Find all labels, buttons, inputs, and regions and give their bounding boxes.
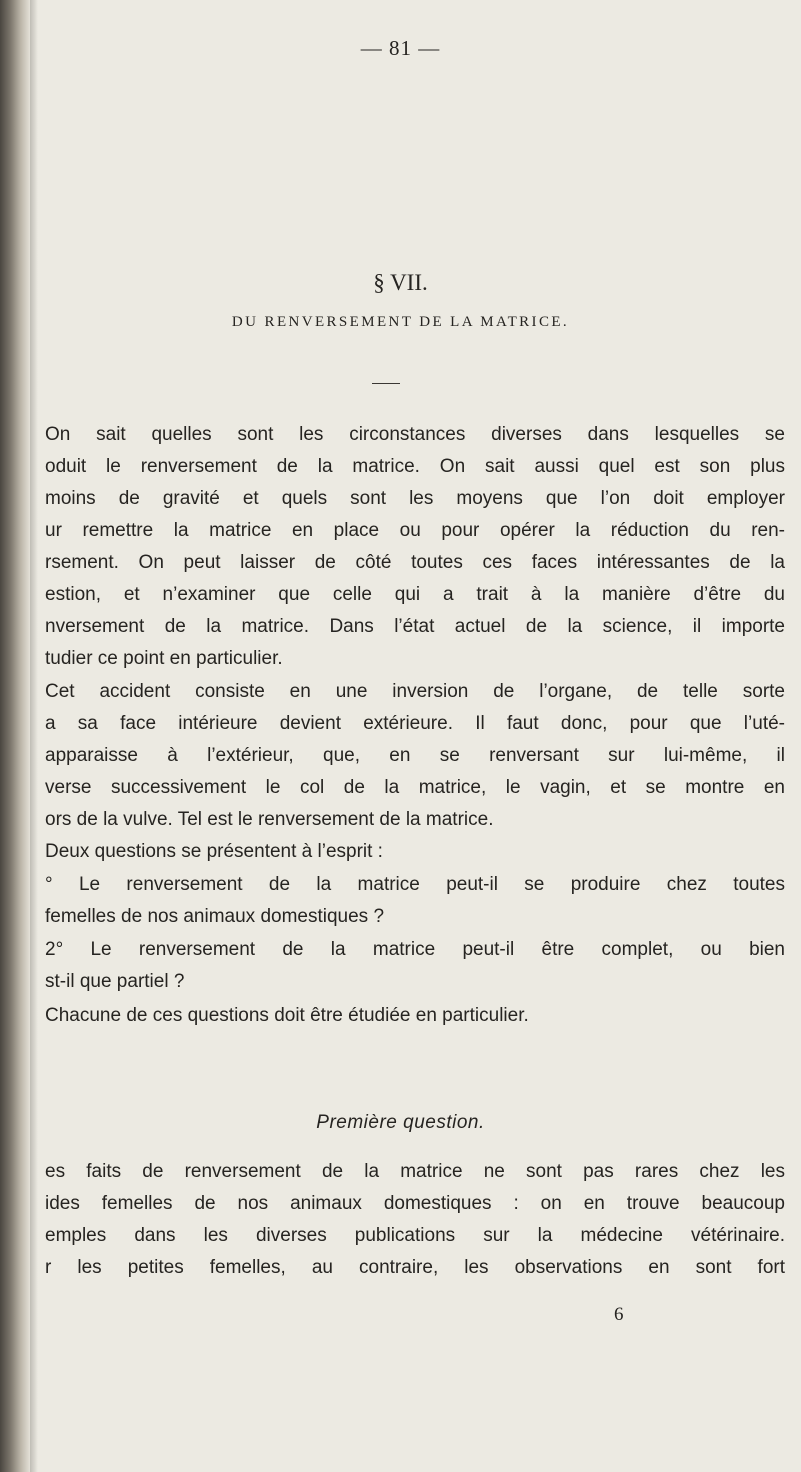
text-line: a sa face intérieure devient extérieure. Il faut donc, pour que l’uté- <box>45 713 785 734</box>
text-line: oduit le renversement de la matrice. On sait aussi quel est son plus <box>45 456 785 477</box>
text-line: apparaisse à l’extérieur, que, en se renversant sur lui-même, il <box>45 745 785 766</box>
text-line: On sait quelles sont les circonstances diverses dans lesquelles se <box>45 424 785 445</box>
section-title: DU RENVERSEMENT DE LA MATRICE. <box>231 314 570 330</box>
text-line: ° Le renversement de la matrice peut-il se produire chez toutes <box>45 874 785 895</box>
text-line: tudier ce point en particulier. <box>45 648 283 669</box>
text-line: moins de gravité et quels sont les moyens que l’on doit employer <box>45 488 785 509</box>
text-line: 2° Le renversement de la matrice peut-il être complet, ou bien <box>45 939 785 960</box>
text-line: Chacune de ces questions doit être étudiée en particulier. <box>45 1005 529 1026</box>
text-line: r les petites femelles, au contraire, les observations en sont fort <box>45 1257 785 1278</box>
book-binding-edge <box>0 0 30 1472</box>
text-line: ors de la vulve. Tel est le renversement de la matrice. <box>45 809 494 830</box>
text-line: nversement de la matrice. Dans l’état actuel de la science, il importe <box>45 616 785 637</box>
text-line: verse successivement le col de la matrice, le vagin, et se montre en <box>45 777 785 798</box>
page-number: — 81 — <box>360 36 441 60</box>
subheading: Première question. <box>316 1112 485 1133</box>
text-line: st-il que partiel ? <box>45 971 185 992</box>
text-line: rsement. On peut laisser de côté toutes ces faces intéressantes de la <box>45 552 785 573</box>
signature-mark: 6 <box>614 1304 624 1325</box>
text-line: es faits de renversement de la matrice ne sont pas rares chez les <box>45 1161 785 1182</box>
text-line: estion, et n’examiner que celle qui a trait à la manière d’être du <box>45 584 785 605</box>
text-line: ides femelles de nos animaux domestiques : on en trouve beaucoup <box>45 1193 785 1214</box>
binding-shadow <box>30 0 38 1472</box>
text-line: ur remettre la matrice en place ou pour opérer la réduction du ren- <box>45 520 785 541</box>
text-line: Deux questions se présentent à l’esprit : <box>45 841 383 862</box>
section-mark: § VII. <box>373 270 428 295</box>
text-line: Cet accident consiste en une inversion de l’organe, de telle sorte <box>45 681 785 702</box>
title-rule <box>372 383 400 384</box>
text-line: emples dans les diverses publications sur la médecine vétérinaire. <box>45 1225 785 1246</box>
text-line: femelles de nos animaux domestiques ? <box>45 906 385 927</box>
